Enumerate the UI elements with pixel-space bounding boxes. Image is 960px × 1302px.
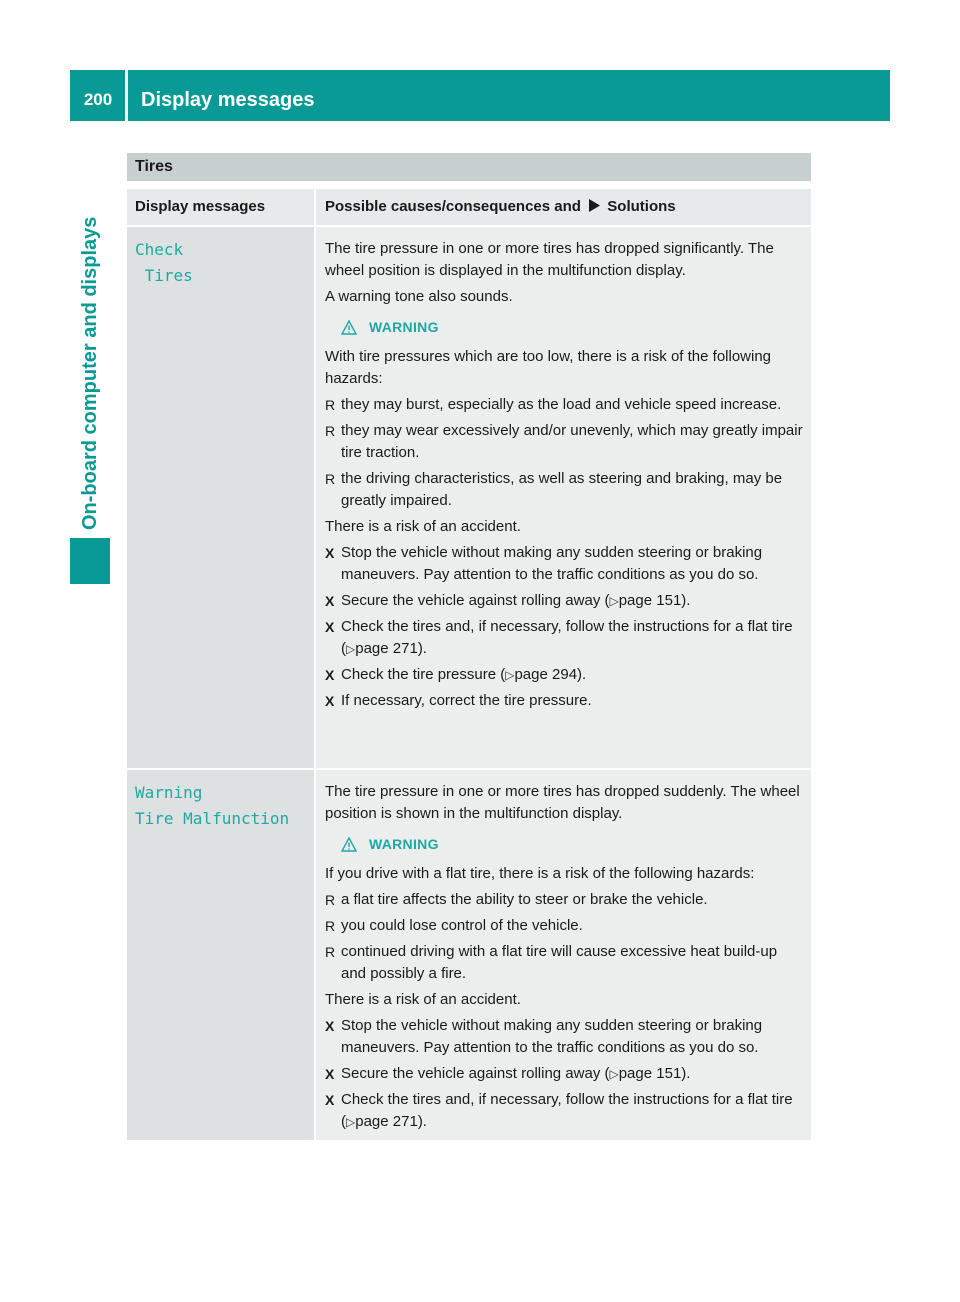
warning-heading <box>325 316 805 338</box>
step-item: X Check the tires and, if necessary, follow the instructions for a flat tire (▷page 271). <box>325 1089 805 1133</box>
step-x-icon: X <box>325 667 335 683</box>
warning-intro: If you drive with a flat tire, there is a risk of the following hazards: <box>325 865 755 882</box>
page-ref-link[interactable]: page 151 <box>618 592 682 609</box>
page-ref-link[interactable]: page 294 <box>514 666 578 683</box>
step-item: X Stop the vehicle without making any sudden steering or braking maneuvers. Pay attention to the traffic conditions as you do so. <box>325 1015 805 1059</box>
hazard-item: R they may burst, especially as the load and vehicle speed increase. <box>325 394 805 416</box>
col-header-causes-text: Possible causes/consequences and <box>325 198 581 215</box>
page-ref-link[interactable]: page 151 <box>618 1065 682 1082</box>
page-ref-link[interactable]: page 271 <box>355 640 418 657</box>
side-tab <box>70 538 110 584</box>
step-x-icon: X <box>325 1066 335 1082</box>
header-divider <box>125 70 128 121</box>
bullet-icon: R <box>325 397 336 413</box>
col-header-display-messages: Display messages <box>135 198 266 215</box>
table-row <box>127 770 811 1140</box>
hazard-item: R they may wear excessively and/or unevenly, which may greatly impair tire traction. <box>325 420 805 464</box>
cause-text: The tire pressure in one or more tires has dropped significantly. The wheel position is displayed in the multifunction display. <box>325 240 774 279</box>
display-message-cell <box>127 770 314 1140</box>
step-x-icon: X <box>325 1092 335 1108</box>
messages-table <box>127 189 811 1140</box>
causes-cell <box>314 770 811 1140</box>
cause-text: The tire pressure in one or more tires has dropped suddenly. The wheel position is shown in the multifunction display. <box>325 783 800 822</box>
col-header-causes <box>314 189 811 225</box>
step-x-icon: X <box>325 593 335 609</box>
section-title: Tires <box>127 153 811 181</box>
col-header-solutions-text: Solutions <box>607 198 676 215</box>
warning-heading <box>325 833 805 855</box>
step-x-icon: X <box>325 1018 335 1034</box>
bullet-icon: R <box>325 423 336 439</box>
page-ref-arrow-icon: ▷ <box>609 594 619 608</box>
table-header <box>127 189 811 225</box>
step-item: X Check the tire pressure (▷page 294). <box>325 664 805 686</box>
warning-triangle-icon <box>341 837 357 852</box>
display-message-line: Tire Malfunction <box>135 809 290 828</box>
step-x-icon: X <box>325 693 335 709</box>
risk-text: There is a risk of an accident. <box>325 991 521 1008</box>
hazard-item: R a flat tire affects the ability to steer or brake the vehicle. <box>325 889 805 911</box>
table-row <box>127 227 811 768</box>
play-arrow-icon <box>588 199 600 212</box>
display-message-line: Check <box>135 240 184 259</box>
page-ref-link[interactable]: page 271 <box>355 1113 418 1130</box>
step-item: X Check the tires and, if necessary, follow the instructions for a flat tire (▷page 271). <box>325 616 805 660</box>
page-ref-arrow-icon: ▷ <box>346 1115 356 1129</box>
step-item: X Secure the vehicle against rolling away (▷page 151). <box>325 590 805 612</box>
causes-cell <box>314 227 811 768</box>
display-message-cell <box>127 227 314 768</box>
warning-label: WARNING <box>369 319 439 335</box>
hazard-item: R you could lose control of the vehicle. <box>325 915 805 937</box>
page-ref-arrow-icon: ▷ <box>346 642 356 656</box>
step-item: X Secure the vehicle against rolling away (▷page 151). <box>325 1063 805 1085</box>
step-x-icon: X <box>325 619 335 635</box>
step-x-icon: X <box>325 545 335 561</box>
hazard-item: R continued driving with a flat tire will cause excessive heat build-up and possibly a fire. <box>325 941 805 985</box>
warning-triangle-icon <box>341 320 357 335</box>
hazard-item: R the driving characteristics, as well as steering and braking, may be greatly impaired. <box>325 468 805 512</box>
page-ref-arrow-icon: ▷ <box>505 668 515 682</box>
warning-label: WARNING <box>369 836 439 852</box>
display-message-line: Tires <box>135 266 193 285</box>
step-item: X If necessary, correct the tire pressure. <box>325 690 805 712</box>
bullet-icon: R <box>325 471 336 487</box>
page-number: 200 <box>83 90 113 109</box>
cause-text: A warning tone also sounds. <box>325 288 513 305</box>
display-message-line: Warning <box>135 783 203 802</box>
bullet-icon: R <box>325 944 336 960</box>
page-ref-arrow-icon: ▷ <box>609 1067 619 1081</box>
side-chapter-label: On-board computer and displays <box>79 216 101 530</box>
step-item: X Stop the vehicle without making any sudden steering or braking maneuvers. Pay attention to the traffic conditions as you do so. <box>325 542 805 586</box>
bullet-icon: R <box>325 918 336 934</box>
warning-intro: With tire pressures which are too low, there is a risk of the following hazards: <box>325 348 772 387</box>
bullet-icon: R <box>325 892 336 908</box>
risk-text: There is a risk of an accident. <box>325 518 521 535</box>
page-title: Display messages <box>141 89 315 111</box>
